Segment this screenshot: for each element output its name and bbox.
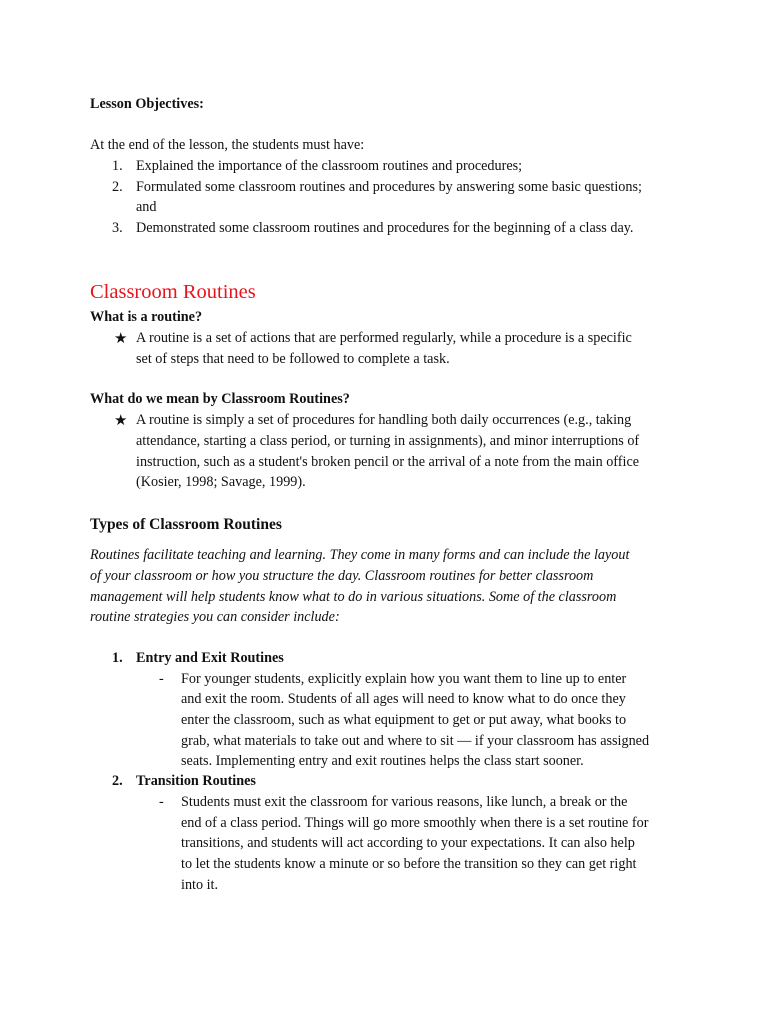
transition-line-2: end of a class period. Things will go more smoothly when there is a set routine for — [181, 815, 649, 831]
classroom-routines-line-4: (Kosier, 1998; Savage, 1999). — [136, 474, 306, 490]
routine-definition-line-2: set of steps that need to be followed to complete a task. — [136, 351, 450, 367]
objective-number-3: 3. — [112, 220, 123, 236]
transition-line-5: into it. — [181, 877, 219, 893]
objective-item-1: Explained the importance of the classroom routines and procedures; — [136, 158, 523, 174]
objective-item-2-line-2: and — [136, 199, 157, 215]
types-intro-line-3: management will help students know what to do in various situations. Some of the classroom — [90, 589, 617, 605]
types-intro-line-4: routine strategies you can consider include: — [90, 609, 340, 625]
classroom-routines-question-heading: What do we mean by Classroom Routines? — [90, 391, 350, 407]
objective-item-2-line-1: Formulated some classroom routines and procedures by answering some basic questions; — [136, 179, 642, 195]
entry-exit-line-3: enter the classroom, such as what equipment to get or put away, what books to — [181, 712, 627, 728]
classroom-routines-line-3: instruction, such as a student's broken pencil or the arrival of a note from the main office — [136, 454, 640, 470]
transition-line-4: to let the students know a minute or so before the transition so they can get right — [181, 856, 637, 872]
entry-exit-line-1: For younger students, explicitly explain how you want them to line up to enter — [181, 671, 627, 687]
objective-item-3: Demonstrated some classroom routines and procedures for the beginning of a class day. — [136, 220, 634, 236]
dash-bullet: - — [159, 794, 164, 810]
star-bullet-icon: ★ — [114, 329, 128, 347]
objective-number-1: 1. — [112, 158, 123, 174]
type-title-entry-exit: Entry and Exit Routines — [136, 650, 284, 666]
type-title-transition: Transition Routines — [136, 773, 256, 789]
transition-line-3: transitions, and students will act according to your expectations. It can also help — [181, 835, 635, 851]
types-intro-line-1: Routines facilitate teaching and learning. They come in many forms and can include the layout — [90, 547, 630, 563]
type-number-2: 2. — [112, 773, 123, 789]
objectives-intro: At the end of the lesson, the students must have: — [90, 137, 365, 153]
routine-definition-line-1: A routine is a set of actions that are performed regularly, while a procedure is a specific — [136, 330, 632, 346]
section-title: Classroom Routines — [90, 281, 256, 303]
types-heading: Types of Classroom Routines — [90, 516, 282, 533]
objectives-heading: Lesson Objectives: — [90, 96, 204, 112]
types-intro-line-2: of your classroom or how you structure the day. Classroom routines for better classroom — [90, 568, 594, 584]
routine-question-heading: What is a routine? — [90, 309, 203, 325]
classroom-routines-line-1: A routine is simply a set of procedures for handling both daily occurrences (e.g., taking — [136, 412, 632, 428]
classroom-routines-line-2: attendance, starting a class period, or turning in assignments), and minor interruptions of — [136, 433, 640, 449]
type-number-1: 1. — [112, 650, 123, 666]
entry-exit-line-4: grab, what materials to take out and where to sit — if your classroom has assigned — [181, 733, 650, 749]
entry-exit-line-2: and exit the room. Students of all ages will need to know what to do once they — [181, 691, 626, 707]
star-bullet-icon: ★ — [114, 411, 128, 429]
objective-number-2: 2. — [112, 179, 123, 195]
dash-bullet: - — [159, 671, 164, 687]
transition-line-1: Students must exit the classroom for various reasons, like lunch, a break or the — [181, 794, 628, 810]
entry-exit-line-5: seats. Implementing entry and exit routines helps the class start sooner. — [181, 753, 584, 769]
